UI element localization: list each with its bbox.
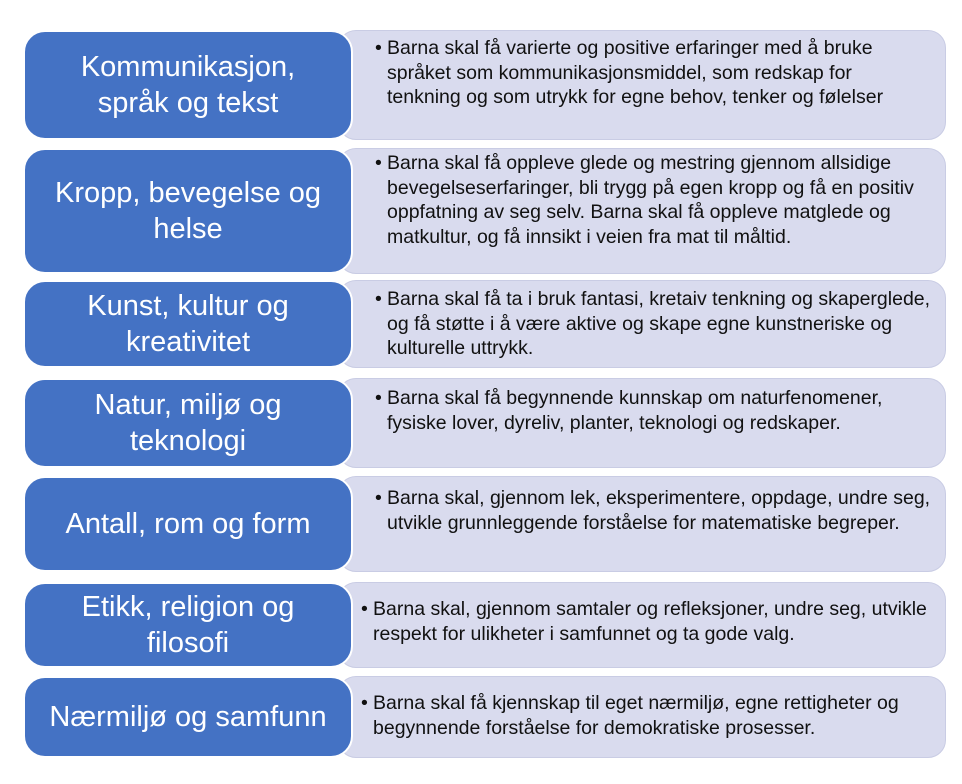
category-label: Natur, miljø og teknologi: [94, 389, 282, 457]
bullet-icon: •: [375, 152, 382, 174]
row-category: [23, 148, 353, 274]
row-description-box: [338, 582, 946, 668]
row-kunst: [0, 280, 962, 368]
row-category: [23, 676, 353, 758]
category-label: Kunst, kultur og kreativitet: [87, 290, 289, 358]
row-category: [23, 476, 353, 572]
category-label: Kommunikasjon, språk og tekst: [80, 51, 296, 119]
row-description-box: [338, 30, 946, 140]
row-description: Barna skal få ta i bruk fantasi, kretaiv tenkning og skaperglede, og få støtte i å være aktive og skape egne kunstneriske og kulturelle uttrykk.: [387, 288, 931, 359]
row-description: Barna skal, gjennom samtaler og refleksjoner, undre seg, utvikle respekt for ulikheter i samfunnet og ta gode valg.: [373, 598, 927, 645]
row-description-box: [338, 676, 946, 758]
row-description-box: [338, 280, 946, 368]
row-category: [23, 582, 353, 668]
row-description: Barna skal få oppleve glede og mestring gjennom allsidige bevegelseserfaringer, bli trygg på egen kropp og få en positiv oppfatning av seg selv. Barna skal få oppleve matglede og matkultur, og få innsikt i veien fra mat til måltid.: [387, 152, 914, 248]
category-label: Nærmiljø og samfunn: [49, 701, 327, 733]
row-description: Barna skal, gjennom lek, eksperimentere, oppdage, undre seg, utvikle grunnleggende forståelse for matematiske begreper.: [387, 487, 931, 534]
row-description: Barna skal få begynnende kunnskap om naturfenomener, fysiske lover, dyreliv, planter, teknologi og redskaper.: [387, 387, 883, 434]
row-description-box: [338, 476, 946, 572]
row-kropp: [0, 148, 962, 274]
row-category: [23, 378, 353, 468]
bullet-icon: •: [375, 487, 382, 509]
category-label: Antall, rom og form: [65, 508, 311, 540]
row-category: [23, 30, 353, 140]
row-naermiljo: [0, 676, 962, 758]
row-description-box: [338, 148, 946, 274]
row-description-box: [338, 378, 946, 468]
row-description: Barna skal få varierte og positive erfaringer med å bruke språket som kommunikasjonsmiddel, som redskap for tenkning og som utrykk for egne behov, tenker og følelser: [387, 37, 884, 108]
bullet-icon: •: [361, 598, 368, 620]
bullet-icon: •: [375, 37, 382, 59]
category-label: Kropp, bevegelse og helse: [54, 177, 322, 245]
row-natur: [0, 378, 962, 468]
bullet-icon: •: [375, 387, 382, 409]
row-category: [23, 280, 353, 368]
row-etikk: [0, 582, 962, 668]
row-kommunikasjon: [0, 30, 962, 140]
row-antall: [0, 476, 962, 572]
row-description: Barna skal få kjennskap til eget nærmiljø, egne rettigheter og begynnende forståelse for demokratiske prosesser.: [373, 692, 899, 739]
bullet-icon: •: [361, 692, 368, 714]
category-label: Etikk, religion og filosofi: [81, 591, 295, 659]
bullet-icon: •: [375, 288, 382, 310]
